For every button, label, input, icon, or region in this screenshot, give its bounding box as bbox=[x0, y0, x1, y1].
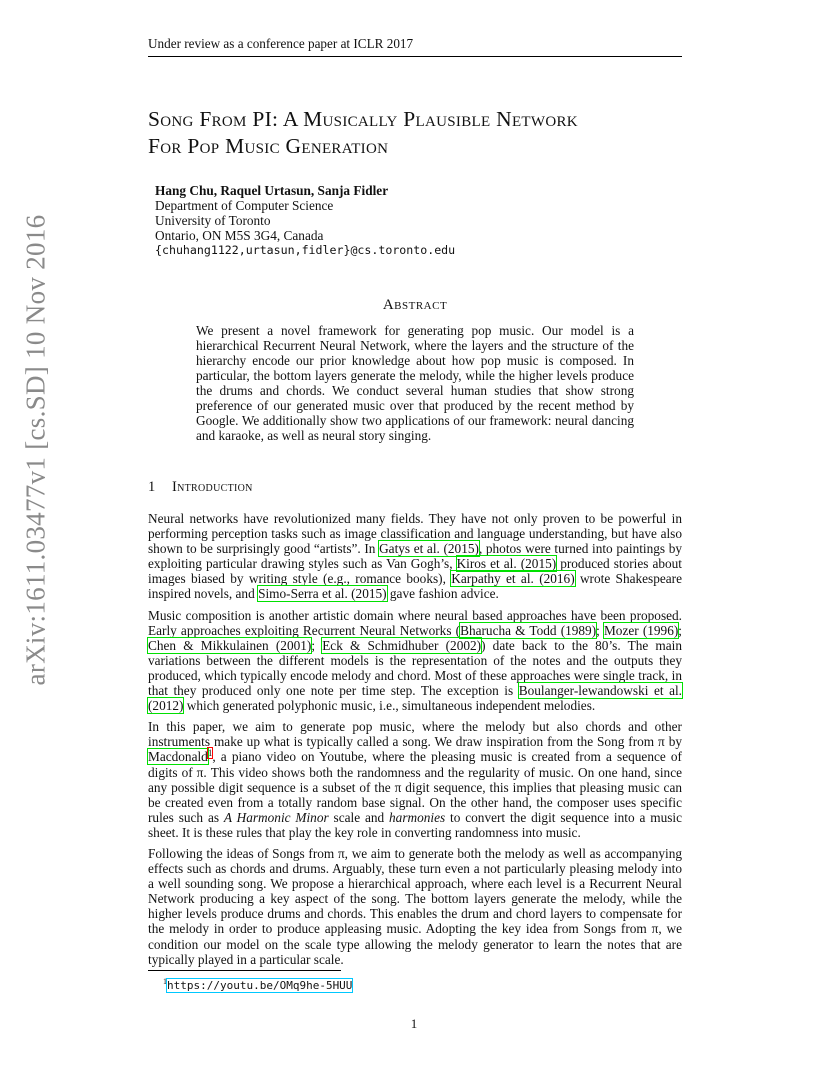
section-title: Introduction bbox=[172, 479, 253, 495]
citation-author: Gatys et al. bbox=[379, 541, 440, 557]
paper-title bbox=[148, 106, 708, 160]
footnote-url-link[interactable]: https://youtu.be/OMq9he-5HUU bbox=[167, 978, 353, 992]
citation-author: Mozer bbox=[603, 622, 639, 638]
text-span: ; bbox=[596, 622, 604, 638]
text-span: , a piano video on Youtube, where the pleasing music is created from a sequence of digits of π. This video shows both the randomness and the regularity of music. On one hand, since any possible digit sequence is a subset of the π digit sequence, this implies that pleasing music can be created even from a totally random base signal. On the other hand, the composer uses specific rules such as bbox=[148, 749, 682, 825]
arxiv-stamp-text: arXiv:1611.03477v1 [cs.SD] 10 Nov 2016 bbox=[20, 214, 51, 686]
citation-author: Karpathy et al. bbox=[451, 571, 534, 587]
citation-link[interactable] bbox=[457, 556, 557, 571]
citation-year: (2015) bbox=[520, 556, 557, 572]
footnote-rule bbox=[148, 970, 341, 971]
citation-author: Boulanger-lewandowski et al. bbox=[518, 683, 682, 699]
citation-year: (1989) bbox=[560, 622, 597, 638]
italic-term: A Harmonic Minor bbox=[223, 809, 329, 825]
paragraph-4: Following the ideas of Songs from π, we aim to generate both the melody as well as accompanying effects such as chords and drums. Arguably, these turn even a not particularly pleasing melody into a well sounding song. We propose a hierarchical approach, where each level is a Recurrent Neural Network producing a key aspect of the song. The bottom layers generate the melody, while the higher levels produce drums and chords. This enables the drum and chord layers to compensate for the melody in order to produce appleasing music. Adopting the key idea from Songs from π, we condition our model on the scale type allowing the melody generator to learn the notes that are typically played in a particular scale. bbox=[148, 845, 682, 967]
citation-year: (2001) bbox=[275, 637, 312, 653]
citation-link[interactable] bbox=[379, 541, 479, 556]
text-span: to convert the digit sequence into a music sheet. It is these rules that play the key role in converting randomness into music. bbox=[148, 809, 682, 840]
header-rule bbox=[148, 56, 682, 57]
citation-year: (1996) bbox=[642, 622, 679, 638]
author-university: University of Toronto bbox=[155, 213, 271, 228]
citation-author: Chen & Mikkulainen bbox=[148, 637, 269, 653]
author-block bbox=[155, 183, 455, 258]
author-address: Ontario, ON M5S 3G4, Canada bbox=[155, 228, 324, 243]
paragraph-1 bbox=[148, 511, 682, 602]
text-span: ; bbox=[311, 637, 323, 653]
citation-author: Eck & Schmidhuber bbox=[322, 637, 439, 653]
author-department: Department of Computer Science bbox=[155, 198, 334, 213]
section-heading bbox=[148, 479, 253, 496]
citation-link[interactable] bbox=[451, 571, 574, 586]
footnote-ref[interactable]: 1 bbox=[207, 747, 213, 758]
citation-link[interactable] bbox=[148, 638, 311, 653]
italic-term: harmonies bbox=[389, 809, 446, 825]
running-header: Under review as a conference paper at ICLR 2017 bbox=[148, 36, 414, 51]
text-span: Neural networks have revolutionized many fields. They have not only proven to be powerful in performing perception tasks such as image classification and language understanding, but have also shown to be surprisingly good “artists”. In bbox=[148, 511, 682, 557]
citation-year: (2012) bbox=[148, 698, 184, 714]
citation-year: (2002) bbox=[445, 637, 482, 653]
text-span: gave fashion advice. bbox=[386, 586, 499, 602]
footnote-mark: 1 bbox=[163, 977, 167, 986]
citation-link[interactable] bbox=[322, 638, 481, 653]
author-names: Hang Chu, Raquel Urtasun, Sanja Fidler bbox=[155, 183, 389, 198]
paragraph-3 bbox=[148, 719, 682, 840]
body-text bbox=[148, 511, 682, 973]
text-span: Music composition is another artistic domain where neural based approaches have been proposed. Early approaches exploiting Recurrent Neural Networks ( bbox=[148, 607, 682, 638]
text-span: which generated polyphonic music, i.e., simultaneous independent melodies. bbox=[183, 698, 596, 714]
text-span: wrote Shakespeare inspired novels, and bbox=[148, 571, 682, 602]
text-span: produced stories about images biased by writing style (e.g., romance books), bbox=[148, 556, 682, 587]
citation-year: (2015) bbox=[351, 586, 387, 602]
page-number: 1 bbox=[410, 1016, 418, 1031]
title-line-2: For Pop Music Generation bbox=[148, 134, 389, 158]
text-span: scale and bbox=[328, 809, 390, 825]
footnote bbox=[163, 977, 352, 992]
title-line-1: Song From PI: A Musically Plausible Network bbox=[148, 107, 578, 131]
text-span: ) date back to the 80’s. The main variations between the different models is the representation of the notes and the outputs they produced, which typically encode melody and chord. Most of these approaches were single track, in that they produced only one note per time step. The exception is bbox=[148, 637, 683, 699]
citation-year: (2015) bbox=[443, 541, 479, 557]
abstract-heading: Abstract bbox=[382, 297, 448, 313]
citation-link[interactable] bbox=[258, 586, 387, 601]
citation-author: Bharucha & Todd bbox=[460, 622, 557, 638]
author-email: {chuhang1122,urtasun,fidler}@cs.toronto.edu bbox=[155, 243, 456, 257]
text-span: In this paper, we aim to generate pop music, where the melody but also chords and other instruments make up what is typically called a song. We draw inspiration from the Song from π by bbox=[148, 719, 682, 750]
citation-link[interactable]: Macdonald bbox=[148, 749, 208, 765]
text-span: , photos were turned into paintings by exploiting particular drawing styles such as Van Gogh’s, bbox=[148, 541, 682, 572]
citation-link[interactable] bbox=[604, 623, 678, 638]
paragraph-2 bbox=[148, 608, 682, 714]
citation-year: (2016) bbox=[539, 571, 575, 587]
citation-link[interactable] bbox=[460, 623, 596, 638]
section-number: 1 bbox=[148, 479, 156, 495]
arxiv-sidebar-stamp bbox=[16, 214, 56, 686]
citation-author: Simo-Serra et al. bbox=[258, 586, 348, 602]
text-span: ; bbox=[678, 622, 682, 638]
citation-author: Kiros et al. bbox=[456, 556, 517, 572]
abstract-text: We present a novel framework for generating pop music. Our model is a hierarchical Recurrent Neural Network, where the layers and the structure of the hierarchy encode our prior knowledge about how pop music is composed. In particular, the bottom layers generate the melody, while the higher levels produce the drums and chords. We conduct several human studies that show strong preference of our generated music over that produced by the recent method by Google. We additionally show two applications of our framework: neural dancing and karaoke, as well as neural story singing. bbox=[196, 323, 634, 443]
